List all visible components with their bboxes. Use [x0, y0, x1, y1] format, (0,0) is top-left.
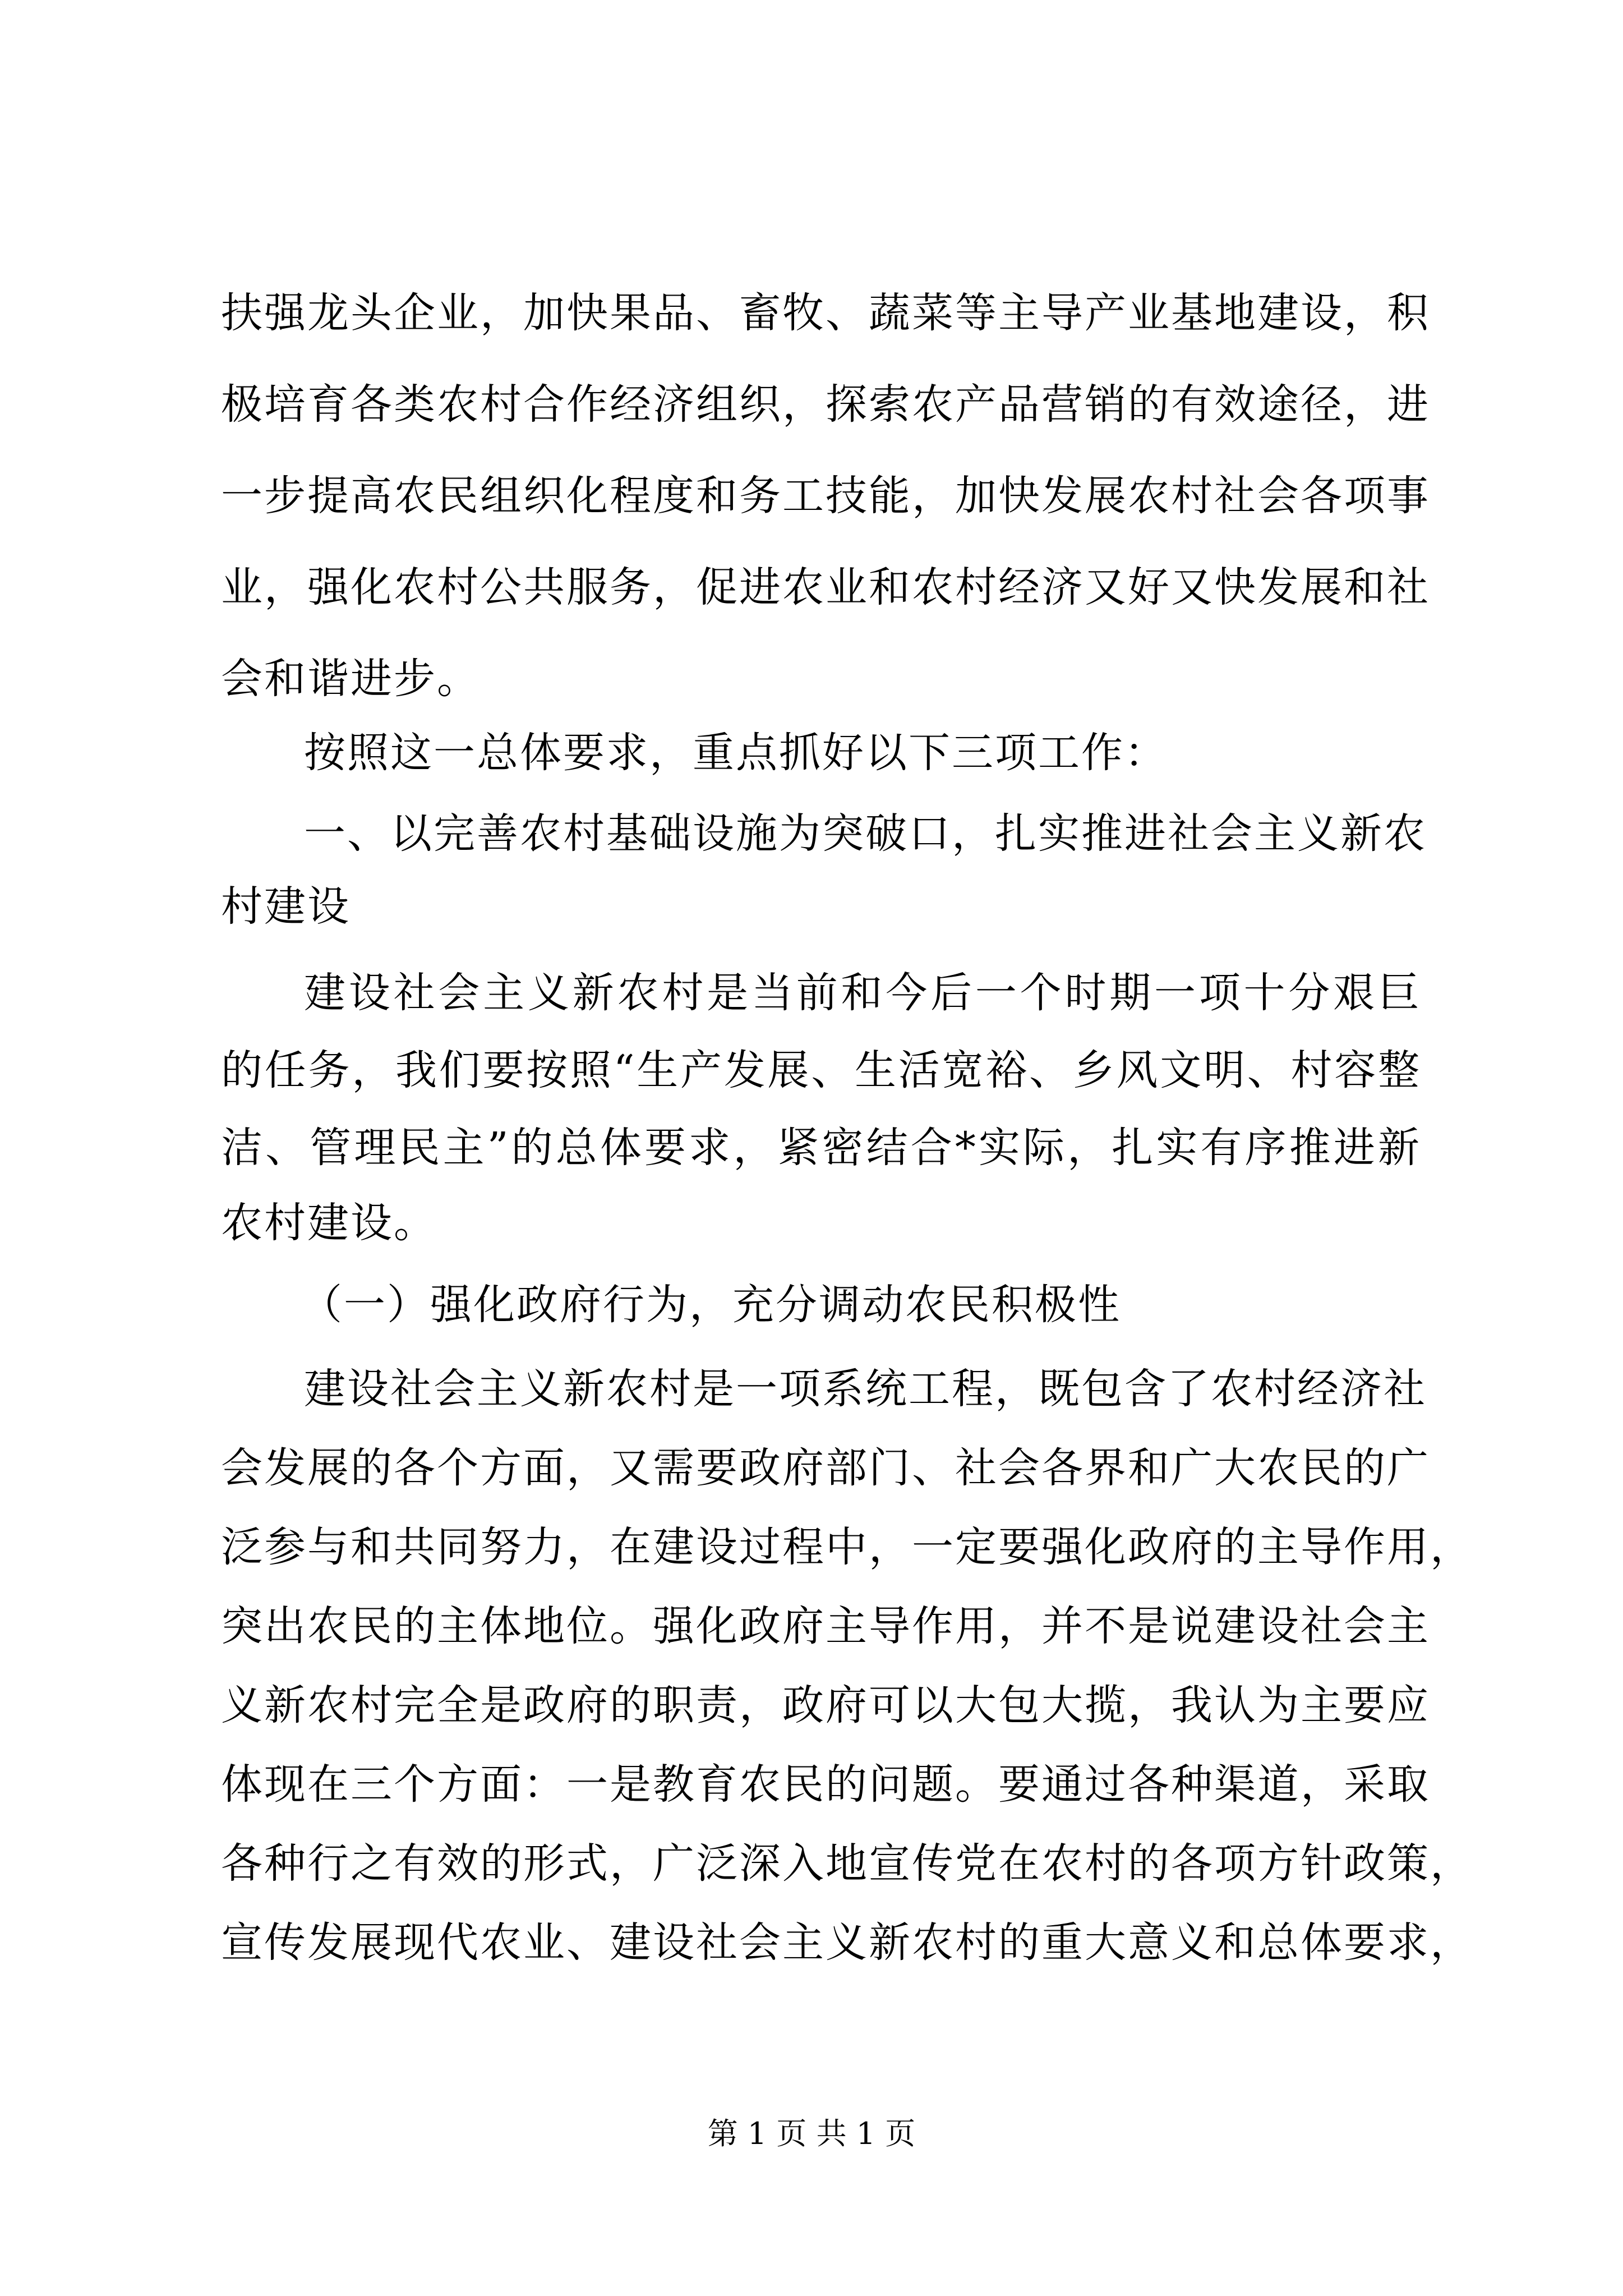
- body-text-line: 会发展的各个方面，又需要政府部门、社会各界和广大农民的广: [221, 1444, 1430, 1492]
- body-text-line: 按照这一总体要求，重点抓好以下三项工作：: [304, 729, 1168, 777]
- section-heading-continuation: 村建设: [221, 882, 351, 931]
- page-footer: 第 1 页 共 1 页: [707, 2116, 916, 2151]
- body-text-line: 泛参与和共同努力，在建设过程中，一定要强化政府的主导作用，: [221, 1523, 1473, 1571]
- body-text-line: 业，强化农村公共服务，促进农业和农村经济又好又快发展和社: [221, 563, 1430, 611]
- section-heading: 一、以完善农村基础设施为突破口，扎实推进社会主义新农: [304, 809, 1427, 858]
- body-text-line: 突出农民的主体地位。强化政府主导作用，并不是说建设社会主: [221, 1602, 1430, 1650]
- body-text-line: 农村建设。: [221, 1199, 437, 1247]
- body-text-line: 建设社会主义新农村是一项系统工程，既包含了农村经济社: [304, 1365, 1427, 1413]
- body-text-line: 会和谐进步。: [221, 655, 480, 703]
- body-text-line: 义新农村完全是政府的职责，政府可以大包大揽，我认为主要应: [221, 1681, 1430, 1729]
- subsection-heading: （一）强化政府行为，充分调动农民积极性: [301, 1281, 1121, 1329]
- body-text-line: 宣传发展现代农业、建设社会主义新农村的重大意义和总体要求，: [221, 1918, 1473, 1967]
- body-text-line: 扶强龙头企业，加快果品、畜牧、蔬菜等主导产业基地建设，积: [221, 289, 1430, 337]
- body-text-line: 一步提高农民组织化程度和务工技能，加快发展农村社会各项事: [221, 472, 1430, 520]
- body-text-line: 极培育各类农村合作经济组织，探索农产品营销的有效途径，进: [221, 380, 1430, 429]
- body-text-line: 体现在三个方面：一是教育农民的问题。要通过各种渠道，采取: [221, 1760, 1430, 1809]
- body-text-line: 洁、管理民主”的总体要求，紧密结合*实际，扎实有序推进新: [221, 1124, 1421, 1172]
- body-text-line: 建设社会主义新农村是当前和今后一个时期一项十分艰巨: [304, 969, 1421, 1017]
- body-text-line: 的任务，我们要按照“生产发展、生活宽裕、乡风文明、村容整: [221, 1046, 1421, 1094]
- body-text-line: 各种行之有效的形式，广泛深入地宣传党在农村的各项方针政策，: [221, 1839, 1473, 1888]
